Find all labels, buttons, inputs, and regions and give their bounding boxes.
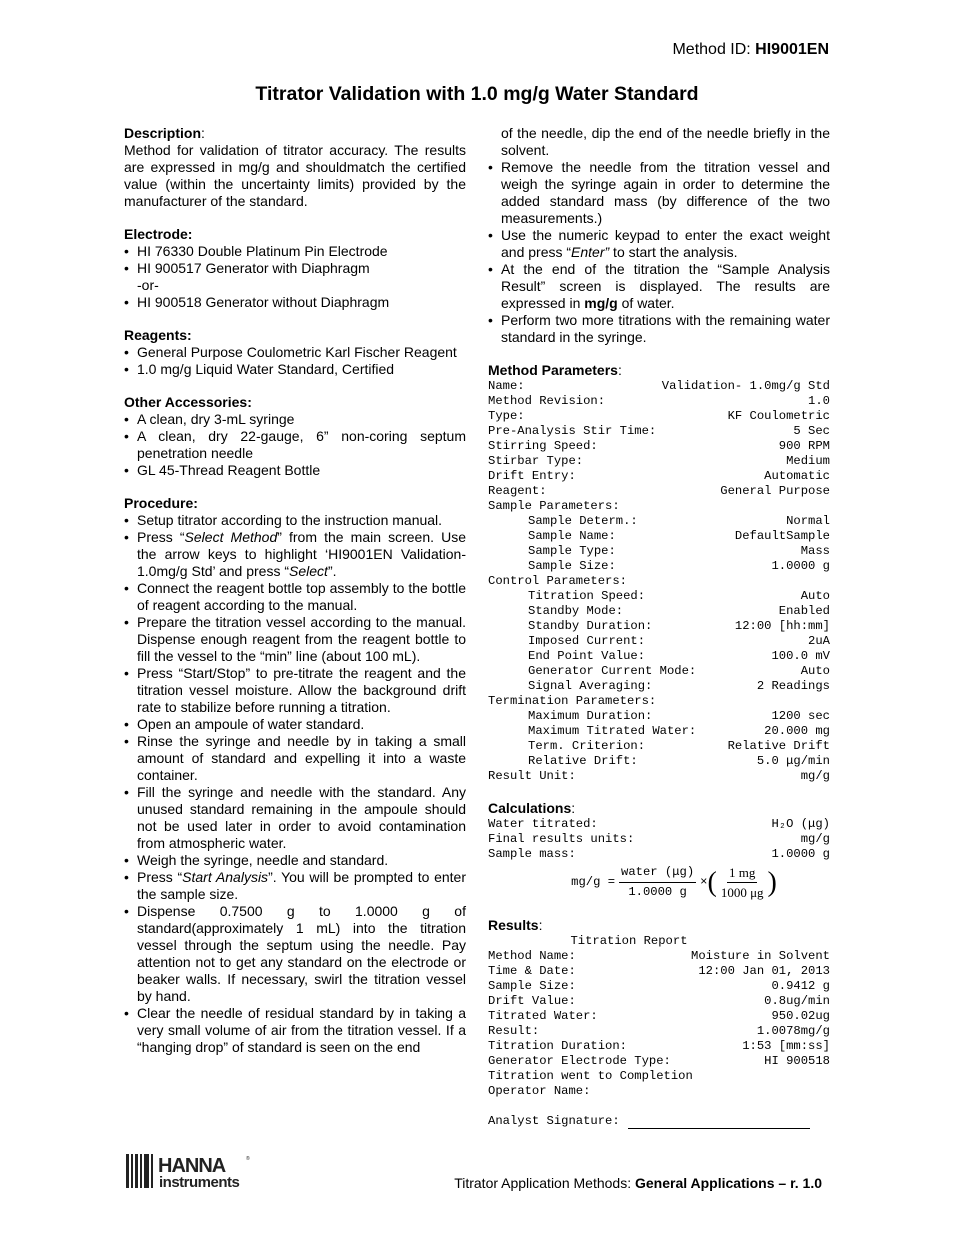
procedure-step: • Prepare the titration vessel according to the manual. Dispense enough reagent from the reagent bottle to fill the vessel to the “min” line (about 100 mL). bbox=[124, 614, 466, 665]
analyst-signature: Analyst Signature: bbox=[488, 1114, 830, 1129]
param-row: Name: Validation- 1.0mg/g Std bbox=[488, 379, 830, 393]
procedure-step: • Use the numeric keypad to enter the exact weight and press “Enter” to start the analysis. bbox=[488, 227, 830, 261]
calculations-heading: Calculations: bbox=[488, 800, 576, 816]
procedure-heading: Procedure: bbox=[124, 495, 198, 511]
electrode-heading: Electrode: bbox=[124, 226, 193, 242]
calc-row: Water titrated: H₂O (μg) bbox=[488, 817, 830, 831]
procedure-step: • Connect the reagent bottle top assembly to the bottle of reagent according to the manual. bbox=[124, 580, 466, 614]
result-row: Generator Electrode Type: HI 900518 bbox=[488, 1054, 830, 1068]
left-column bbox=[124, 125, 466, 1056]
procedure-step: • Clear the needle of residual standard by in taking a very small volume of air from the titration vessel. If a “hanging drop” of standard is seen on the end bbox=[124, 1005, 466, 1056]
result-row: Method Name: Moisture in Solvent bbox=[488, 949, 830, 963]
formula-fraction: $\frac{\text{water (μg)}}{1.0000 g}$ bbox=[621, 865, 695, 899]
method-parameters bbox=[488, 379, 830, 784]
param-row: Standby Mode: Enabled bbox=[528, 604, 830, 618]
param-row: Result Unit: mg/g bbox=[488, 769, 830, 783]
procedure-step-continued: of the needle, dip the end of the needle briefly in the solvent. bbox=[501, 125, 830, 158]
param-row: Generator Current Mode: Auto bbox=[528, 664, 830, 678]
calc-row: Sample mass: 1.0000 g bbox=[488, 847, 830, 861]
operator-name: Operator Name: bbox=[488, 1084, 591, 1098]
list-item: • HI 76330 Double Platinum Pin Electrode bbox=[124, 243, 466, 260]
list-item: • A clean, dry 22-gauge, 6” non-coring septum penetration needle bbox=[124, 428, 466, 462]
reagents-list bbox=[124, 344, 466, 378]
param-row: Sample Type: Mass bbox=[528, 544, 830, 558]
accessories-heading: Other Accessories: bbox=[124, 394, 252, 410]
completion-text: Titration went to Completion bbox=[488, 1069, 693, 1083]
procedure-step: • Rinse the syringe and needle by in taking a small amount of standard and expelling it into a waste container. bbox=[124, 733, 466, 784]
param-group-heading: Termination Parameters: bbox=[488, 694, 657, 708]
formula-conversion: $\frac{1 mg}{1000 \mu g}$ bbox=[720, 865, 764, 900]
method-parameters-heading: Method Parameters: bbox=[488, 362, 622, 378]
results-heading: Results: bbox=[488, 917, 543, 933]
param-row: Sample Size: 1.0000 g bbox=[528, 559, 830, 573]
formula-times: × bbox=[700, 875, 708, 889]
results-report bbox=[488, 934, 830, 1129]
hanna-logo bbox=[126, 1152, 252, 1190]
param-group-heading: Control Parameters: bbox=[488, 574, 627, 588]
param-row: Drift Entry: Automatic bbox=[488, 469, 830, 483]
param-group-heading: Sample Parameters: bbox=[488, 499, 620, 513]
result-row: Time & Date: 12:00 Jan 01, 2013 bbox=[488, 964, 830, 978]
param-row: Term. Criterion: Relative Drift bbox=[528, 739, 830, 753]
param-row: Type: KF Coulometric bbox=[488, 409, 830, 423]
procedure-step: • Press “Select Method” from the main screen. Use the arrow keys to highlight ‘HI9001EN Validation-1.0mg/g Std’ and press “Select”. bbox=[124, 529, 466, 580]
result-row: Titrated Water: 950.02ug bbox=[488, 1009, 830, 1023]
signature-line bbox=[628, 1116, 810, 1129]
electrode-list bbox=[124, 243, 466, 311]
procedure-step: • Weigh the syringe, needle and standard. bbox=[124, 852, 466, 869]
procedure-step: • Setup titrator according to the instruction manual. bbox=[124, 512, 466, 529]
procedure-step: • Open an ampoule of water standard. bbox=[124, 716, 466, 733]
procedure-step: • Press “Start/Stop” to pre-titrate the reagent and the titration vessel moisture. Allow the background drift rate to stabilize before running a titration. bbox=[124, 665, 466, 716]
page-title: Titrator Validation with 1.0 mg/g Water Standard bbox=[255, 83, 699, 105]
param-row: Sample Determ.: Normal bbox=[528, 514, 830, 528]
param-row: End Point Value: 100.0 mV bbox=[528, 649, 830, 663]
param-row: Sample Name: DefaultSample bbox=[528, 529, 830, 543]
svg-text:instruments: instruments bbox=[159, 1174, 240, 1190]
description-heading: Description: bbox=[124, 125, 205, 141]
param-row: Reagent: General Purpose bbox=[488, 484, 830, 498]
procedure-step: • Fill the syringe and needle with the standard. Any unused standard remaining in the ampoule should not be used later in order to avoid contamination from atmospheric water. bbox=[124, 784, 466, 852]
list-item: • 1.0 mg/g Liquid Water Standard, Certified bbox=[124, 361, 466, 378]
calculation-formula: mg/g = $\frac{\text{water (μg)}}{1.0000 g}$ × ( $\frac{1 mg}{1000 \mu g}$ ) bbox=[571, 865, 777, 900]
procedure-step: • Remove the needle from the titration vessel and weigh the syringe again in order to determine the added standard mass (by difference of the two measurements.) bbox=[488, 159, 830, 227]
list-item: • HI 900517 Generator with Diaphragm bbox=[124, 260, 466, 277]
reagents-heading: Reagents: bbox=[124, 327, 192, 343]
svg-text:®: ® bbox=[246, 1156, 250, 1162]
procedure-step: • At the end of the titration the “Sample Analysis Result” screen is displayed. The results are expressed in mg/g of water. bbox=[488, 261, 830, 312]
report-title: Titration Report bbox=[570, 934, 688, 948]
procedure-list bbox=[124, 512, 466, 1056]
result-row: Sample Size: 0.9412 g bbox=[488, 979, 830, 993]
list-item: • HI 900518 Generator without Diaphragm bbox=[124, 294, 466, 311]
param-row: Standby Duration: 12:00 [hh:mm] bbox=[528, 619, 830, 633]
result-row: Titration Duration: 1:53 [mm:ss] bbox=[488, 1039, 830, 1053]
param-row: Pre-Analysis Stir Time: 5 Sec bbox=[488, 424, 830, 438]
param-row: Titration Speed: Auto bbox=[528, 589, 830, 603]
calculations bbox=[488, 817, 830, 862]
result-row: Drift Value: 0.8ug/min bbox=[488, 994, 830, 1008]
param-row: Method Revision: 1.0 bbox=[488, 394, 830, 408]
param-row: Maximum Duration: 1200 sec bbox=[528, 709, 830, 723]
calc-row: Final results units: mg/g bbox=[488, 832, 830, 846]
param-row: Stirbar Type: Medium bbox=[488, 454, 830, 468]
procedure-step: • Perform two more titrations with the remaining water standard in the syringe. bbox=[488, 312, 830, 346]
procedure-step: • Press “Start Analysis”. You will be prompted to enter the sample size. bbox=[124, 869, 466, 903]
procedure-step: • Dispense 0.7500 g to 1.0000 g of standard(approximately 1 mL) into the titration vessel through the septum using the needle. Pay attention not to get any standard on the electrode or beaker walls. If necessary, swirl the titration vessel by hand. bbox=[124, 903, 466, 1005]
list-item: • A clean, dry 3-mL syringe bbox=[124, 411, 466, 428]
formula-lhs: mg/g = bbox=[571, 875, 616, 889]
param-row: Signal Averaging: 2 Readings bbox=[528, 679, 830, 693]
description-text: Method for validation of titrator accuracy. The results are expressed in mg/g and shouldmatch the certified value (within the uncertainty limits) provided by the manufacturer of the standard. bbox=[124, 142, 466, 209]
list-item: • GL 45-Thread Reagent Bottle bbox=[124, 462, 466, 479]
or-separator: -or- bbox=[137, 277, 159, 293]
result-row: Result: 1.0078mg/g bbox=[488, 1024, 830, 1038]
svg-text:HANNA: HANNA bbox=[158, 1155, 226, 1177]
param-row: Maximum Titrated Water: 20.000 mg bbox=[528, 724, 830, 738]
param-row: Imposed Current: 2uA bbox=[528, 634, 830, 648]
param-row: Stirring Speed: 900 RPM bbox=[488, 439, 830, 453]
footer: Titrator Application Methods: General Applications – r. 1.0 bbox=[454, 1175, 822, 1191]
param-row: Relative Drift: 5.0 μg/min bbox=[528, 754, 830, 768]
list-item: • General Purpose Coulometric Karl Fischer Reagent bbox=[124, 344, 466, 361]
procedure-list-continued bbox=[488, 159, 830, 346]
right-column bbox=[488, 125, 830, 1129]
accessories-list bbox=[124, 411, 466, 479]
method-id: Method ID: HI9001EN bbox=[672, 41, 829, 58]
